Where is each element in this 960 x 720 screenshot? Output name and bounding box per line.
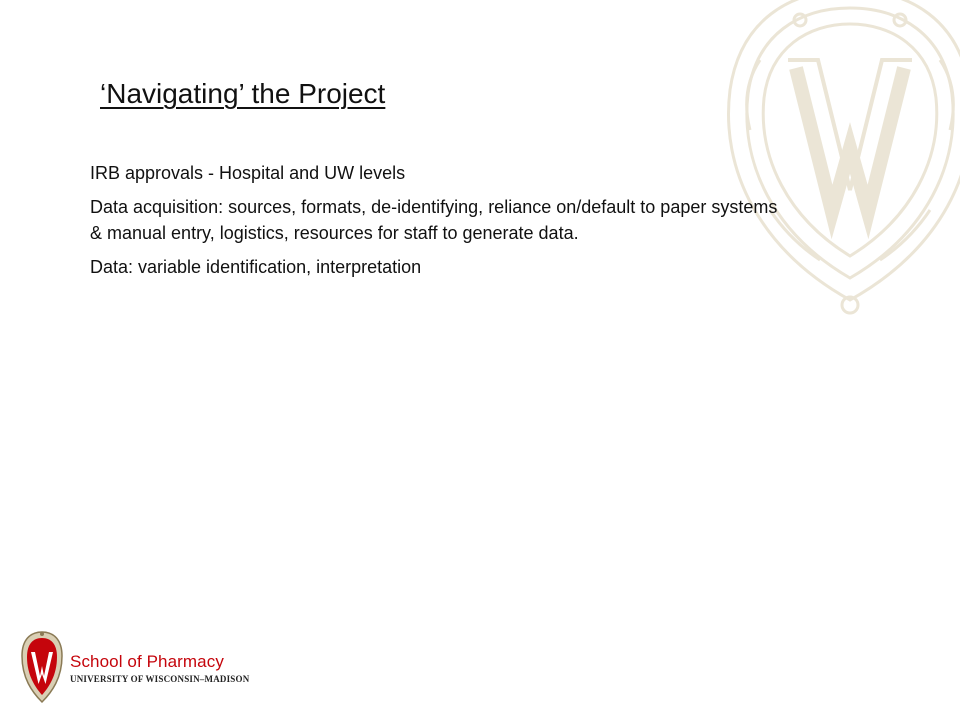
bullet-list (90, 160, 780, 288)
bullet-item: Data acquisition: sources, formats, de-identifying, reliance on/default to paper systems & manual entry, logistics, resources for staff to generate data. (90, 197, 778, 243)
university-name: UNIVERSITY OF WISCONSIN–MADISON (70, 674, 250, 684)
uw-crest-logo-icon (20, 630, 64, 704)
bullet-item: Data: variable identification, interpretation (90, 257, 422, 277)
school-logo (20, 630, 280, 710)
bullet-item: IRB approvals - Hospital and UW levels (90, 163, 406, 183)
school-name: School of Pharmacy (70, 652, 224, 671)
slide-title: ‘Navigating’ the Project (100, 78, 386, 109)
